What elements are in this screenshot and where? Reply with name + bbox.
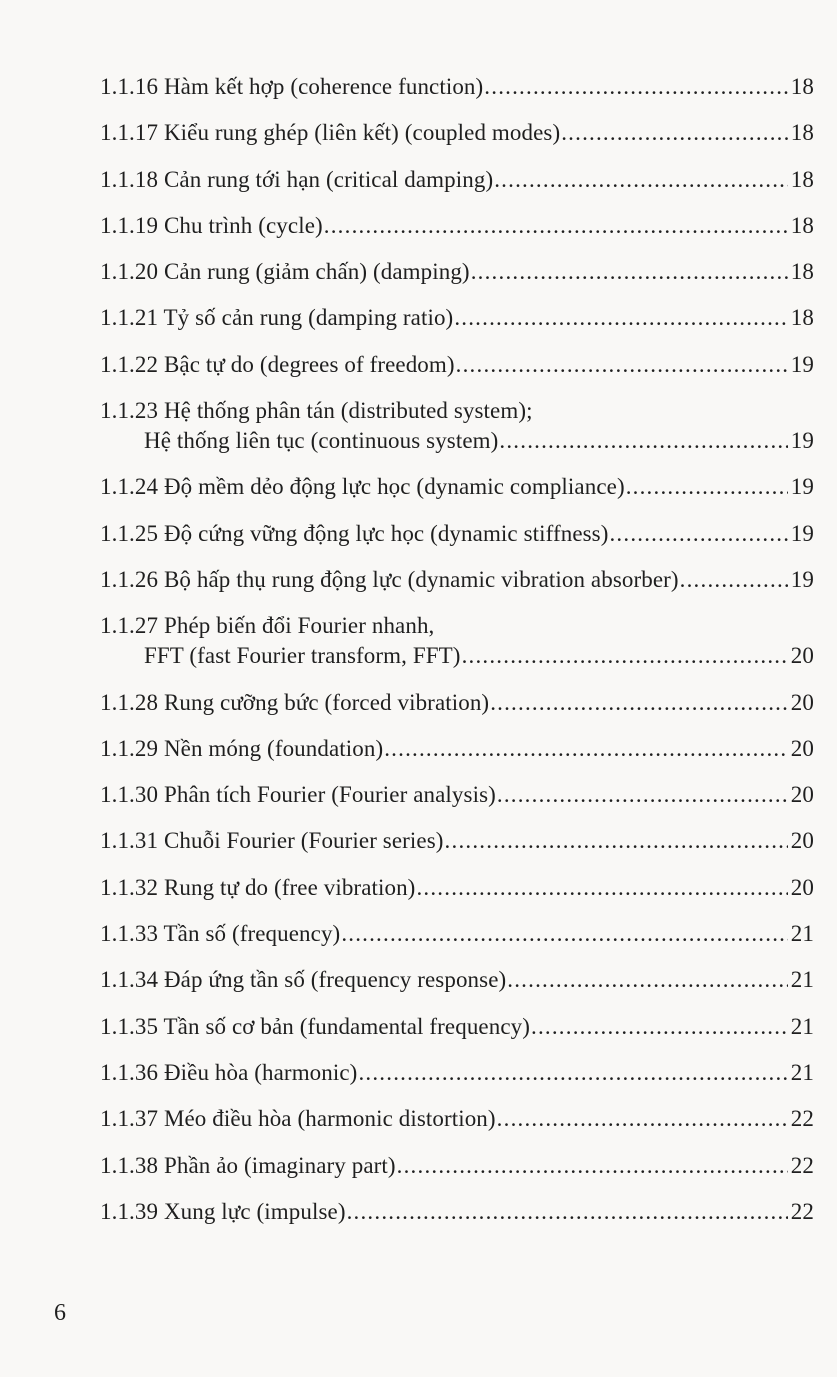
toc-entry-title: 1.1.21 Tỷ số cản rung (damping ratio): [100, 305, 454, 331]
toc-entry-title: 1.1.29 Nền móng (foundation): [100, 735, 384, 761]
toc-entry-page: 18: [790, 259, 814, 285]
toc-entry-title: 1.1.23 Hệ thống phân tán (distributed system);: [100, 398, 533, 424]
toc-entry-title: 1.1.38 Phần ảo (imaginary part): [100, 1152, 396, 1178]
table-of-contents: [100, 72, 814, 1243]
toc-entry-page: 20: [790, 689, 814, 715]
dot-leader: [358, 1058, 787, 1088]
dot-leader: [507, 965, 788, 995]
dot-leader: [497, 780, 788, 810]
toc-entry: [100, 1058, 814, 1088]
dot-leader: [497, 1104, 788, 1134]
toc-entry: [100, 965, 814, 995]
toc-entry-title: 1.1.37 Méo điều hòa (harmonic distortion): [100, 1106, 496, 1132]
toc-entry-title: 1.1.35 Tần số cơ bản (fundamental frequency): [100, 1013, 530, 1039]
toc-entry-page: 21: [790, 1013, 814, 1039]
toc-entry: [100, 519, 814, 549]
toc-entry: [100, 165, 814, 195]
dot-leader: [397, 1151, 788, 1181]
dot-leader: [347, 1197, 788, 1227]
toc-entry: [100, 780, 814, 810]
toc-entry-page: 18: [790, 212, 814, 238]
toc-entry-page: 19: [790, 474, 814, 500]
toc-entry: [100, 1104, 814, 1134]
toc-entry-title: 1.1.28 Rung cưỡng bức (forced vibration): [100, 689, 490, 715]
toc-entry: [100, 734, 814, 764]
toc-entry: [100, 611, 814, 671]
toc-entry-page: 19: [790, 351, 814, 377]
toc-entry-page: 19: [790, 566, 814, 592]
toc-entry: [100, 118, 814, 148]
toc-entry-title: 1.1.24 Độ mềm dẻo động lực học (dynamic compliance): [100, 474, 625, 500]
toc-entry: [100, 565, 814, 595]
dot-leader: [462, 641, 788, 671]
toc-entry-title: 1.1.18 Cản rung tới hạn (critical damping): [100, 166, 494, 192]
toc-entry-title: 1.1.32 Rung tự do (free vibration): [100, 874, 416, 900]
toc-entry: [100, 919, 814, 949]
toc-entry-page: 22: [790, 1198, 814, 1224]
dot-leader: [341, 919, 787, 949]
toc-entry-page: 18: [790, 305, 814, 331]
toc-entry: [100, 396, 814, 456]
toc-entry-title: 1.1.27 Phép biến đổi Fourier nhanh,: [100, 613, 435, 639]
toc-entry: [100, 1012, 814, 1042]
toc-entry-title: 1.1.31 Chuỗi Fourier (Fourier series): [100, 828, 444, 854]
dot-leader: [494, 165, 788, 195]
toc-entry-page: 19: [790, 520, 814, 546]
dot-leader: [531, 1012, 788, 1042]
dot-leader: [471, 257, 788, 287]
toc-entry: [100, 472, 814, 502]
toc-entry-title: 1.1.36 Điều hòa (harmonic): [100, 1059, 358, 1085]
page-number: 6: [54, 1300, 66, 1326]
toc-entry-title: 1.1.16 Hàm kết hợp (coherence function): [100, 74, 484, 99]
toc-entry-title: 1.1.17 Kiểu rung ghép (liên kết) (coupled modes): [100, 120, 561, 146]
toc-entry-continuation: FFT (fast Fourier transform, FFT): [144, 643, 461, 669]
dot-leader: [609, 519, 787, 549]
toc-entry: [100, 350, 814, 380]
dot-leader: [456, 350, 788, 380]
toc-entry-title: 1.1.25 Độ cứng vững động lực học (dynamic stiffness): [100, 520, 609, 546]
toc-entry: [100, 303, 814, 333]
toc-entry-page: 18: [790, 166, 814, 192]
dot-leader: [324, 211, 788, 241]
toc-entry-page: 18: [790, 120, 814, 146]
dot-leader: [499, 426, 787, 456]
toc-entry-page: 20: [790, 643, 814, 669]
dot-leader: [680, 565, 788, 595]
toc-entry: [100, 1197, 814, 1227]
toc-entry-title: 1.1.34 Đáp ứng tần số (frequency response): [100, 967, 507, 993]
toc-entry: [100, 72, 814, 102]
toc-entry-page: 21: [790, 921, 814, 947]
toc-entry-title: 1.1.20 Cản rung (giảm chấn) (damping): [100, 259, 470, 285]
dot-leader: [454, 303, 787, 333]
dot-leader: [484, 72, 788, 102]
toc-entry: [100, 257, 814, 287]
toc-entry-page: 20: [790, 874, 814, 900]
toc-entry-page: 21: [790, 967, 814, 993]
toc-entry: [100, 211, 814, 241]
toc-entry-title: 1.1.33 Tần số (frequency): [100, 921, 341, 947]
dot-leader: [490, 688, 788, 718]
dot-leader: [561, 118, 788, 148]
toc-entry-page: 22: [790, 1106, 814, 1132]
toc-entry-title: 1.1.19 Chu trình (cycle): [100, 212, 323, 238]
dot-leader: [445, 826, 788, 856]
toc-entry: [100, 873, 814, 903]
toc-entry: [100, 826, 814, 856]
toc-entry-title: 1.1.39 Xung lực (impulse): [100, 1198, 346, 1224]
toc-entry-title: 1.1.26 Bộ hấp thụ rung động lực (dynamic vibration absorber): [100, 566, 679, 592]
dot-leader: [626, 472, 788, 502]
toc-entry-page: 20: [790, 782, 814, 808]
toc-entry-page: 20: [790, 735, 814, 761]
toc-entry: [100, 1151, 814, 1181]
toc-entry-page: 20: [790, 828, 814, 854]
toc-entry-title: 1.1.22 Bậc tự do (degrees of freedom): [100, 351, 455, 377]
toc-entry-page: 22: [790, 1152, 814, 1178]
toc-entry-title: 1.1.30 Phân tích Fourier (Fourier analysis): [100, 782, 496, 808]
toc-entry-page: 19: [790, 428, 814, 454]
toc-entry-page: 18: [790, 74, 814, 99]
dot-leader: [416, 873, 787, 903]
toc-entry: [100, 688, 814, 718]
toc-entry-continuation: Hệ thống liên tục (continuous system): [144, 428, 499, 454]
toc-entry-page: 21: [790, 1059, 814, 1085]
dot-leader: [384, 734, 788, 764]
